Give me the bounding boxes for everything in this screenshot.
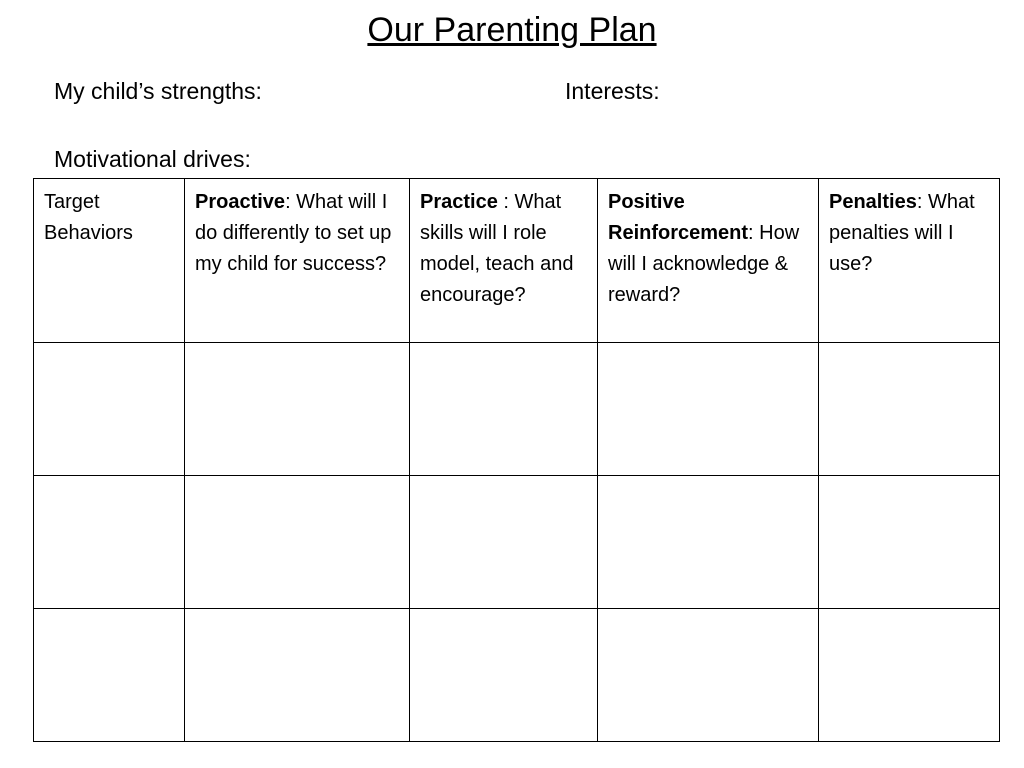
table-cell[interactable] [598, 609, 819, 742]
header-positive-reinforcement [598, 179, 819, 343]
table-cell[interactable] [598, 476, 819, 609]
table-row [34, 476, 1000, 609]
page-title: Our Parenting Plan [367, 11, 657, 49]
header-bold: Positive Reinforcement [608, 191, 749, 244]
strengths-label: My child’s strengths: [54, 78, 262, 104]
table-cell[interactable] [410, 343, 598, 476]
table-cell[interactable] [34, 476, 185, 609]
header-text: Target Behaviors [44, 191, 133, 244]
table-cell[interactable] [410, 476, 598, 609]
header-text: : How will I acknowledge & reward? [608, 222, 800, 306]
header-penalties [819, 179, 1000, 343]
table-cell[interactable] [185, 609, 410, 742]
table-cell[interactable] [410, 609, 598, 742]
interests-label: Interests: [565, 78, 660, 104]
header-target-behaviors [34, 179, 185, 343]
table-cell[interactable] [185, 476, 410, 609]
header-bold: Proactive [195, 191, 286, 213]
table-cell[interactable] [34, 609, 185, 742]
header-text: : What will I do differently to set up my child for success? [195, 191, 392, 275]
header-text: : What penalties will I use? [829, 191, 975, 275]
header-text: : What skills will I role model, teach and encourage? [420, 191, 574, 306]
motivational-drives-label: Motivational drives: [54, 146, 251, 172]
table-row [34, 609, 1000, 742]
table-cell[interactable] [819, 476, 1000, 609]
header-bold: Practice [420, 191, 498, 213]
table-cell[interactable] [819, 609, 1000, 742]
table-row [34, 343, 1000, 476]
parenting-plan-table [33, 178, 1000, 742]
header-proactive [185, 179, 410, 343]
header-practice [410, 179, 598, 343]
table-cell[interactable] [34, 343, 185, 476]
table-cell[interactable] [819, 343, 1000, 476]
table-cell[interactable] [598, 343, 819, 476]
table-header-row [34, 179, 1000, 343]
header-bold: Penalties [829, 191, 917, 213]
table-cell[interactable] [185, 343, 410, 476]
